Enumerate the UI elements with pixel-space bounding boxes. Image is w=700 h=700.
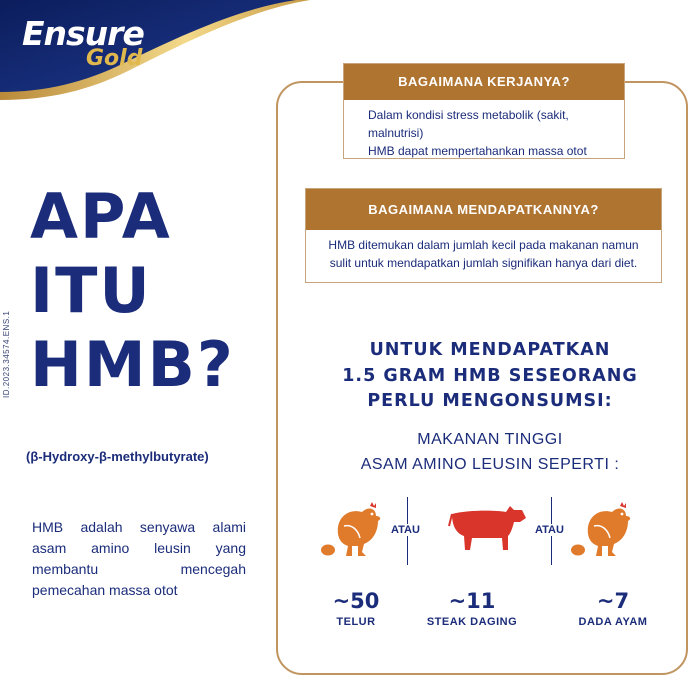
food-name: DADA AYAM [578,616,648,628]
food-heading-line-2: ASAM AMINO LEUSIN SEPERTI : [360,456,620,473]
brand-logo-banner [0,0,320,110]
separator-label-left: ATAU [391,524,420,536]
cta-line-2: 1.5 GRAM HMB SESEORANG [342,366,638,386]
food-amount: ~11 [448,589,496,613]
how-it-works-box [343,63,625,159]
description-line: asam amino leusin yang [32,540,246,556]
how-to-get-title: BAGAIMANA MENDAPATKANNYA? [306,189,661,230]
document-code: ID.2023.34574.ENS.1 [2,310,11,398]
cow-icon [448,500,528,556]
description-line: pemecahan massa otot [32,582,178,598]
how-to-get-line: sulit untuk mendapatkan jumlah signifikan hanya dari diet. [329,256,638,270]
hmb-full-name: (β-Hydroxy-β-methylbutyrate) [26,449,209,464]
food-heading-line-1: MAKANAN TINGGI [417,431,563,448]
headline-line-1: APA [30,180,172,253]
how-it-works-line: HMB dapat mempertahankan massa otot [368,144,587,158]
how-it-works-title: BAGAIMANA KERJANYA? [344,64,624,100]
how-it-works-text [344,100,624,166]
description-line: membantu mencegah [32,561,246,577]
description-line: HMB adalah senyawa alami [32,519,246,535]
hmb-description [32,517,246,601]
brand-variant: Gold [86,46,143,71]
food-amount: ~7 [596,589,630,613]
headline-line-3: HMB? [30,328,235,401]
headline-line-2: ITU [30,254,152,327]
how-to-get-text [306,230,661,278]
separator-label-right: ATAU [535,524,564,536]
cta-line-1: UNTUK MENDAPATKAN [369,340,611,360]
hen-with-egg-icon [568,494,636,562]
food-name: TELUR [336,616,376,628]
hen-with-egg-icon [318,494,386,562]
how-to-get-line: HMB ditemukan dalam jumlah kecil pada makanan namun [328,238,639,252]
brand-name: Ensure [22,14,144,53]
how-to-get-box [305,188,662,283]
how-it-works-line: Dalam kondisi stress metabolik (sakit, malnutrisi) [368,108,569,140]
food-amount: ~50 [332,589,380,613]
food-name: STEAK DAGING [426,616,518,628]
cta-line-3: PERLU MENGONSUMSI: [367,391,613,411]
